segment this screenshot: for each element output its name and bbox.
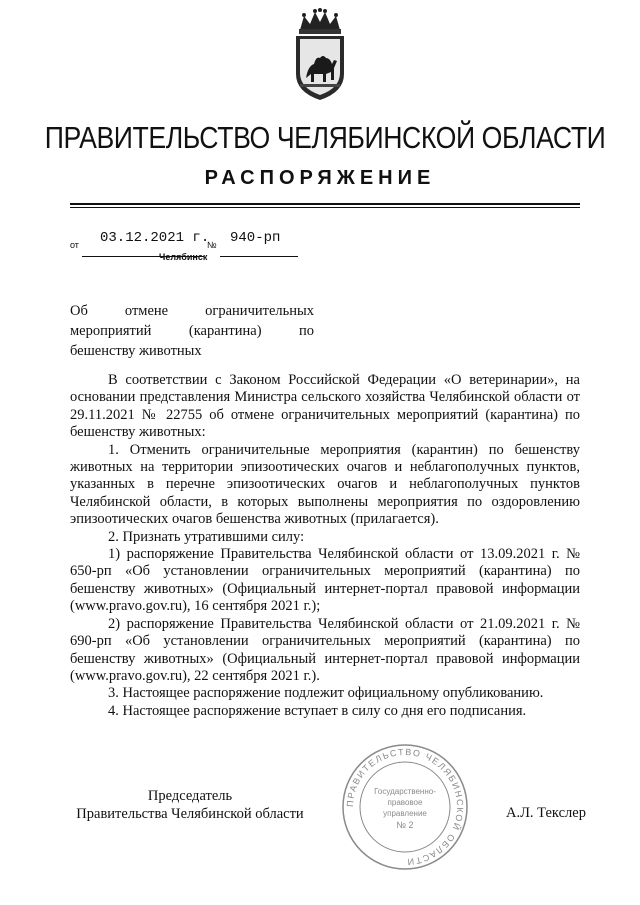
document-subject — [70, 301, 314, 361]
government-title: ПРАВИТЕЛЬСТВО ЧЕЛЯБИНСКОЙ ОБЛАСТИ — [44, 120, 606, 155]
body-paragraph: 1) распоряжение Правительства Челябинской области от 13.09.2021 г. № 650-рп «Об установлении ограничительных мероприятий (карантина) по бешенству животных» (Официальный интернет-портал правовой информации (www.pravo.gov.ru), 16 сентября 2021 г.); — [70, 546, 580, 615]
svg-text:ПРАВИТЕЛЬСТВО ЧЕЛЯБИНСКОЙ ОБЛА — [345, 747, 465, 867]
stamp-line: Государственно- — [374, 787, 436, 796]
signatory-title-line: Правительства Челябинской области — [76, 806, 304, 822]
document-body — [70, 372, 580, 720]
number-label: № — [207, 240, 217, 250]
number-underline — [220, 256, 298, 257]
signatory-title-line: Председатель — [147, 788, 233, 804]
official-stamp-icon — [340, 742, 470, 872]
body-paragraph: 2. Признать утратившими силу: — [108, 528, 305, 545]
document-type: РАСПОРЯЖЕНИЕ — [204, 167, 436, 189]
subject-line: бешенству животных — [70, 343, 202, 359]
stamp-line: управление — [383, 809, 427, 818]
signatory-title — [70, 787, 310, 823]
signatory-name: А.Л. Текслер — [506, 805, 586, 821]
document-date: 03.12.2021 г. — [100, 230, 210, 246]
header-rule-thin — [70, 207, 580, 208]
subject-line: мероприятий (карантина) по — [70, 323, 314, 339]
city: Челябинск — [159, 252, 208, 262]
stamp-line: № 2 — [396, 820, 414, 830]
body-paragraph: 4. Настоящее распоряжение вступает в силу со дня его подписания. — [108, 702, 527, 719]
header-rule — [70, 203, 580, 205]
coat-of-arms-icon — [286, 8, 354, 102]
document-number: 940-рп — [230, 230, 281, 246]
body-paragraph: 1. Отменить ограничительные мероприятия (карантин) по бешенству животных на территории эпизоотических очагов и неблагополучных пунктов, указанных в перечне эпизоотических очагов и неблагополучных пунктов Челябинской области, в которых выполнены мероприятия по оздоровлению эпизоотических очагов бешенства животных (прилагается). — [70, 441, 580, 528]
stamp-ring-text: ПРАВИТЕЛЬСТВО ЧЕЛЯБИНСКОЙ ОБЛАСТИ — [344, 746, 466, 868]
body-paragraph: 3. Настоящее распоряжение подлежит официальному опубликованию. — [108, 685, 544, 702]
body-paragraph: 2) распоряжение Правительства Челябинской области от 21.09.2021 г. № 690-рп «Об установлении ограничительных мероприятий (карантина) по бешенству животных» (Официальный интернет-портал правовой информации (www.pravo.gov.ru), 22 сентября 2021 г.). — [70, 615, 580, 684]
stamp-line: правовое — [387, 798, 423, 807]
subject-line: Об отмене ограничительных — [70, 303, 314, 319]
from-label: от — [70, 240, 79, 250]
body-paragraph: В соответствии с Законом Российской Федерации «О ветеринарии», на основании представления Министра сельского хозяйства Челябинской области от 29.11.2021 № 22755 об отмене ограничительных мероприятий (карантина) по бешенству животных: — [70, 372, 580, 441]
